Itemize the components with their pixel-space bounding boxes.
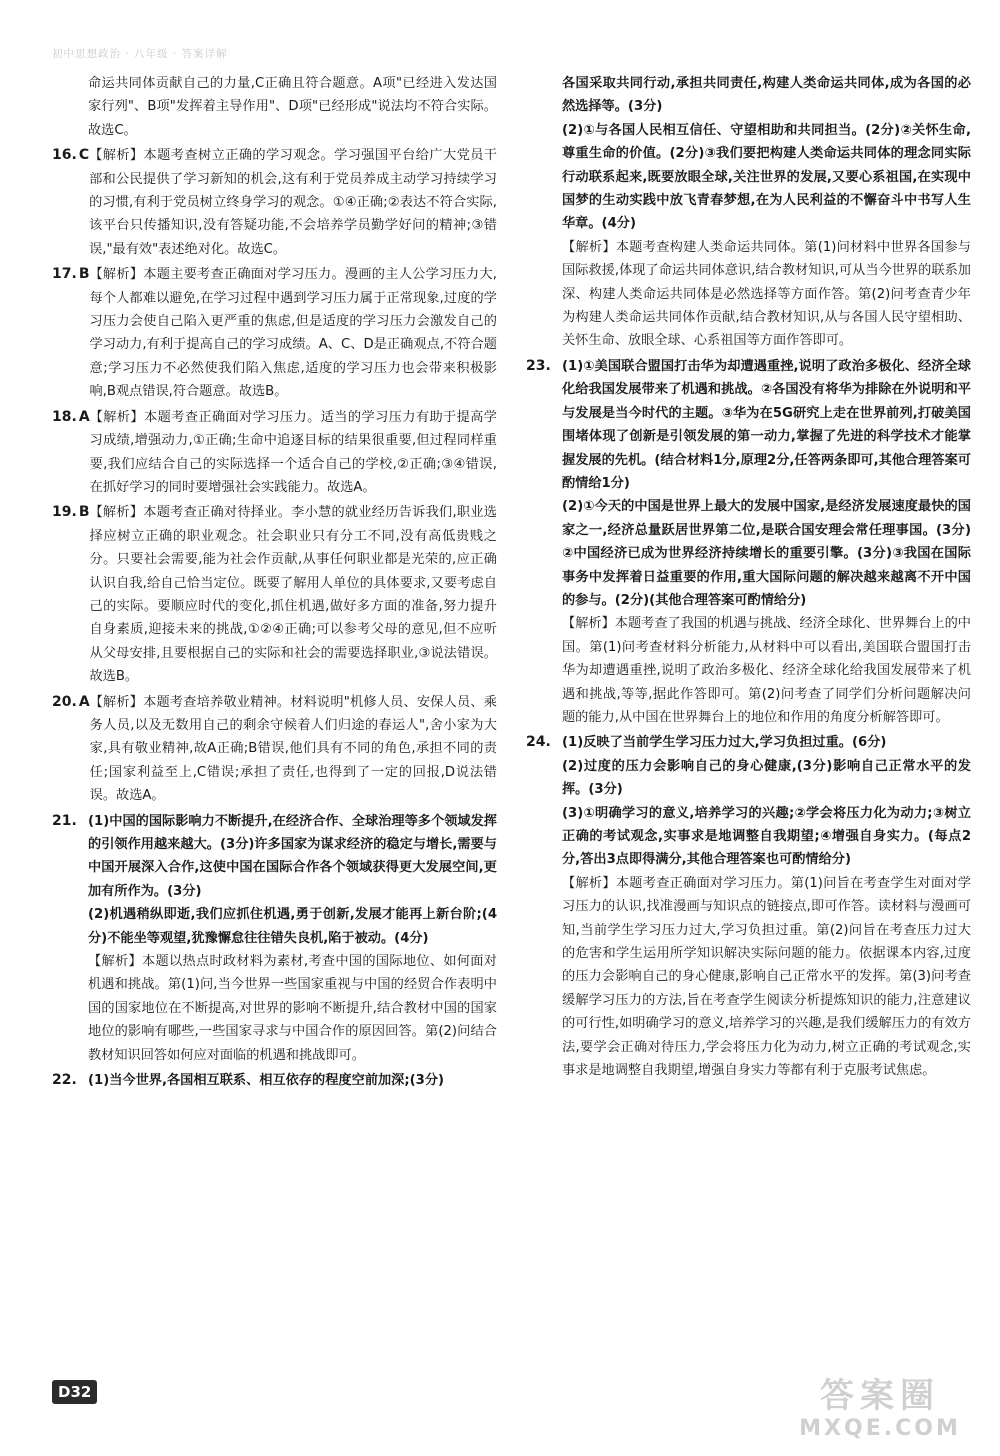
item-number: 22. (52, 1072, 77, 1089)
answer-part-1: (1)反映了当前学生学习压力过大,学习负担过重。(6分) (562, 735, 887, 751)
item-analysis: 【解析】本题考查树立正确的学习观念。学习强国平台给广大党员干部和公民提供了学习新知的机会,这有利于党员养成主动学习持续学习的习惯,有利于党员树立终身学习的观念。①④正确;②表达不符合实际,该平台只传播知识,没有答疑功能,不会培养学员勤学好问的精神;③错误,"最有效"表述绝对化。故选C。 (89, 148, 497, 257)
page-header-faint: 初中思想政治 · 八年级 · 答案详解 (52, 48, 228, 60)
answer-item-21 (52, 810, 497, 1067)
item-number: 20. A (52, 693, 90, 710)
item-number: 21. (52, 812, 77, 829)
answer-part-1: (1)中国的国际影响力不断提升,在经济合作、全球治理等多个领域发挥的引领作用越来越大。(3分)许多国家为谋求经济的稳定与增长,需要与中国开展深入合作,这使中国在国际合作各个领域获得更大发展空间,更加有所作为。(3分) (88, 813, 497, 899)
item-number: 23. (526, 357, 551, 374)
watermark-line-1: 答案圈 (820, 1376, 940, 1416)
watermark-logo (780, 1376, 980, 1448)
item-number: 24. (526, 734, 551, 751)
answer-part-1: (1)当今世界,各国相互联系、相互依存的程度空前加深;(3分) (88, 1073, 445, 1089)
q15-continuation: 命运共同体贡献自己的力量,C正确且符合题意。A项"已经进入发达国家行列"、B项"发挥着主导作用"、D项"已经形成"说法均不符合实际。故选C。 (88, 76, 497, 138)
item-analysis: 【解析】本题考查正确对待择业。李小慧的就业经历告诉我们,职业选择应树立正确的职业观念。社会职业只有分工不同,没有高低贵贱之分。只要社会需要,能为社会作贡献,从事任何职业都是光荣的,应正确认识自我,给自己恰当定位。既要了解用人单位的具体要求,又要考虑自己的实际。要顺应时代的变化,抓住机遇,做好多方面的准备,努力提升自身素质,迎接未来的挑战,①②④正确;可以参考父母的意见,但不应听从父母安排,且要根据自己的实际和社会的需要选择职业,③说法错误。故选B。 (89, 505, 497, 685)
answer-item-23 (526, 355, 971, 730)
answer-item-19 (52, 501, 497, 688)
item-number: 17. B (52, 266, 90, 283)
answer-item-24 (526, 731, 971, 1082)
q22-continuation: 各国采取共同行动,承担共同责任,构建人类命运共同体,成为各国的必然选择等。(3分) (562, 76, 971, 115)
answer-item-20 (52, 691, 497, 808)
item-analysis: 【解析】本题考查正确面对学习压力。适当的学习压力有助于提高学习成绩,增强动力,①正确;生命中追逐目标的结果很重要,但过程同样重要,我们应结合自己的实际选择一个适合自己的学校,②正确;③④错误,在抓好学习的同时要增强社会实践能力。故选A。 (89, 409, 497, 495)
answer-part-2: (2)机遇稍纵即逝,我们应抓住机遇,勇于创新,发展才能再上新台阶;(4分)不能坐等观望,犹豫懈怠往往错失良机,陷于被动。(4分) (88, 907, 497, 946)
answer-part-2: (2)过度的压力会影响自己的身心健康,(3分)影响自己正常水平的发挥。(3分) (562, 758, 971, 798)
item-number: 19. B (52, 504, 90, 521)
left-column (52, 72, 497, 1092)
right-column (526, 72, 971, 1082)
item-analysis: 【解析】本题考查正确面对学习压力。第(1)问旨在考查学生对面对学习压力的认识,找准漫画与知识点的链接点,即可作答。读材料与漫画可知,当前学生学习压力过大,学习负担过重。第(2)问旨在考查压力过大的危害和学生运用所学知识解决实际问题的能力。依据课本内容,过度的压力会影响自己的身心健康,影响自己正常水平的发挥。第(3)问考查缓解学习压力的方法,旨在考查学生阅读分析提炼知识的能力,注意建议的可行性,如明确学习的意义,培养学习的兴趣,是我们缓解压力的有效方法,要学会正确对待压力,学会将压力化为动力,树立正确的考试观念,实事求是地调整自我期望,增强自身实力等都有利于克服考试焦虑。 (562, 875, 971, 1079)
item-analysis: 【解析】本题以热点时政材料为素材,考查中国的国际地位、如何面对机遇和挑战。第(1)问,当今世界一些国家重视与中国的经贸合作表明中国的国家地位在不断提高,对世界的影响不断提升,结合教材中国的国家地位的影响有哪些,一些国家寻求与中国合作的原因回答。第(2)问结合教材知识回答如何应对面临的机遇和挑战即可。 (88, 954, 497, 1063)
item-number: 18. A (52, 408, 90, 425)
answer-item-17 (52, 263, 497, 403)
answer-part-2: (2)①与各国人民相互信任、守望相助和共同担当。(2分)②关怀生命,尊重生命的价值。(2分)③我们要把构建人类命运共同体的理念同实际行动联系起来,既要放眼全球,关注世界的发展,又要心系祖国,在实现中国梦的生动实践中放飞青春梦想,在为人民利益的不懈奋斗中书写人生华章。(4分) (562, 122, 971, 232)
watermark-line-2: MXQE.COM (799, 1416, 961, 1441)
item-analysis: 【解析】本题考查了我国的机遇与挑战、经济全球化、世界舞台上的中国。第(1)问考查材料分析能力,从材料中可以看出,美国联合盟国打击华为却遭遇重挫,说明了政治多极化、经济全球化给我国发展带来了机遇和挑战,等等,据此作答即可。第(2)问考查了同学们分析问题解决问题的能力,从中国在世界舞台上的地位和作用的角度分析解答即可。 (562, 616, 971, 725)
answer-item-22 (52, 1069, 497, 1092)
answer-item-18 (52, 406, 497, 500)
answer-part-3: (3)①明确学习的意义,培养学习的兴趣;②学会将压力化为动力;③树立正确的考试观念,实事求是地调整自我期望;④增强自身实力。(每点2分,答出3点即得满分,其他合理答案也可酌情给分) (562, 805, 971, 868)
page-number-badge: D32 (52, 1380, 97, 1404)
answer-part-2: (2)①今天的中国是世界上最大的发展中国家,是经济发展速度最快的国家之一,经济总量跃居世界第二位,是联合国安理会常任理事国。(3分)②中国经济已成为世界经济持续增长的重要引擎。(3分)③我国在国际事务中发挥着日益重要的作用,重大国际问题的解决越来越离不开中国的参与。(2分)(其他合理答案可酌情给分) (562, 499, 971, 608)
item-analysis: 【解析】本题考查培养敬业精神。材料说明"机修人员、安保人员、乘务人员,以及无数用自己的剩余守候着人们归途的春运人",舍小家为大家,具有敬业精神,故A正确;B错误,他们具有不同的角色,承担不同的责任;国家利益至上,C错误;承担了责任,也得到了一定的回报,D说法错误。故选A。 (89, 694, 497, 804)
item-number: 16. C (52, 147, 90, 164)
answer-part-1: (1)①美国联合盟国打击华为却遭遇重挫,说明了政治多极化、经济全球化给我国发展带来了机遇和挑战。②各国没有将华为排除在外说明和平与发展是当今时代的主题。③华为在5G研究上走在世界前列,打破美国围堵体现了创新是引领发展的第一动力,掌握了先进的科学技术才能掌握发展的先机。(结合材料1分,原理2分,任答两条即可,其他合理答案可酌情给1分) (562, 358, 971, 491)
item-analysis: 【解析】本题考查构建人类命运共同体。第(1)问材料中世界各国参与国际救援,体现了命运共同体意识,结合教材知识,可从当今世界的联系加深、构建人类命运共同体是必然选择等方面作答。第(2)问考查青少年为构建人类命运共同体作贡献,结合教材知识,从与各国人民守望相助、关怀生命、放眼全球、心系祖国等方面作答即可。 (562, 239, 971, 349)
item-analysis: 【解析】本题主要考查正确面对学习压力。漫画的主人公学习压力大,每个人都难以避免,在学习过程中遇到学习压力属于正常现象,过度的学习压力会使自己陷入更严重的焦虑,但是适度的学习压力会激发自己的学习动力,有利于提高自己的学习成绩。A、C、D是正确观点,不符合题意;学习压力不必然使我们陷入焦虑,适度的学习压力也会带来积极影响,B观点错误,符合题意。故选B。 (89, 267, 497, 400)
answer-item-16 (52, 144, 497, 261)
